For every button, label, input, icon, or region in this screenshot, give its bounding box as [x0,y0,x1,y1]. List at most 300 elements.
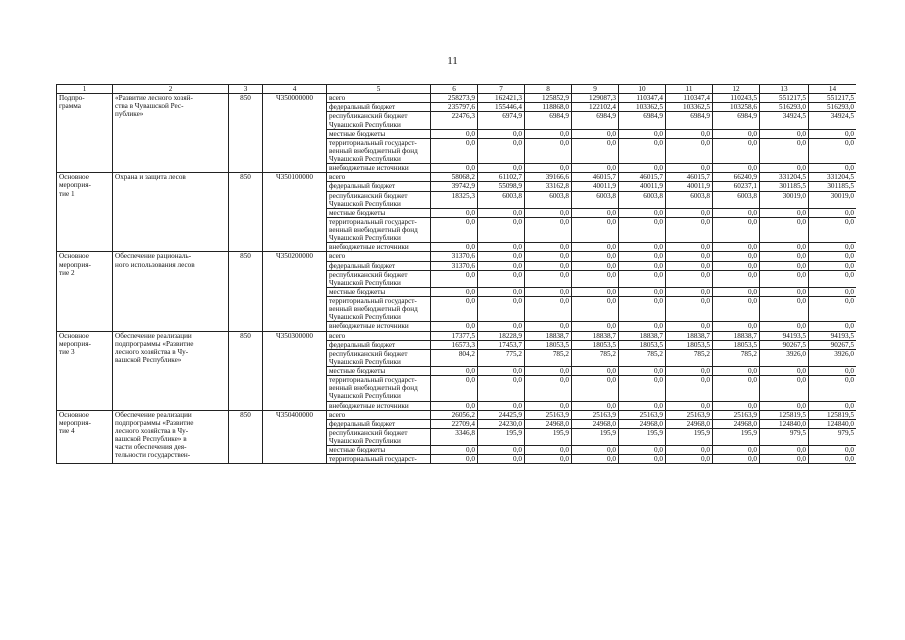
cell-value: 258273,9 [431,94,478,103]
cell-value: 0,0 [525,164,572,173]
cell-value: 0,0 [809,401,857,410]
cell-value: 785,2 [713,349,760,366]
cell-value: 6984,9 [525,112,572,129]
cell-value: 0,0 [478,401,525,410]
cell-budget-code: Ч350200000 [263,252,327,331]
cell-value: 979,5 [809,428,857,445]
cell-grbs-code: 850 [229,173,263,252]
cell-value: 785,2 [619,349,666,366]
table-row [57,410,857,419]
cell-value: 551217,5 [760,94,809,103]
cell-value: 0,0 [713,217,760,242]
cell-value: 0,0 [713,138,760,163]
cell-program-name: Обеспечение рациональ- ного использования лесов [113,252,229,331]
cell-value: 0,0 [713,164,760,173]
cell-grbs-code: 850 [229,331,263,410]
cell-value: 0,0 [760,297,809,322]
cell-funding-source: территориальный государст- венный внебюджетный фонд Чувашской Республики [327,297,431,322]
cell-value: 0,0 [525,129,572,138]
cell-value: 0,0 [760,217,809,242]
cell-value: 0,0 [666,243,713,252]
cell-status: Основное мероприя- тие 4 [57,410,113,464]
cell-status: Основное мероприя- тие 1 [57,173,113,252]
cell-value: 90267,5 [809,340,857,349]
cell-value: 0,0 [619,164,666,173]
cell-value: 0,0 [760,446,809,455]
cell-value: 155446,4 [478,103,525,112]
cell-value: 0,0 [809,367,857,376]
cell-value: 0,0 [525,243,572,252]
cell-value: 3926,0 [760,349,809,366]
cell-value: 0,0 [809,455,857,464]
cell-value: 18053,5 [572,340,619,349]
cell-value: 0,0 [809,322,857,331]
cell-value: 0,0 [478,208,525,217]
cell-value: 0,0 [525,252,572,261]
cell-value: 25163,9 [525,410,572,419]
cell-value: 25163,9 [619,410,666,419]
cell-value: 94193,5 [809,331,857,340]
cell-value: 0,0 [525,138,572,163]
cell-value: 24968,0 [525,419,572,428]
cell-value: 0,0 [572,217,619,242]
cell-value: 0,0 [572,261,619,270]
table-row [57,173,857,182]
cell-value: 18053,5 [619,340,666,349]
cell-value: 0,0 [525,270,572,287]
cell-value: 0,0 [619,243,666,252]
cell-value: 0,0 [760,208,809,217]
cell-value: 0,0 [809,129,857,138]
cell-budget-code: Ч350300000 [263,331,327,410]
cell-funding-source: республиканский бюджет Чувашской Республики [327,112,431,129]
cell-funding-source: федеральный бюджет [327,182,431,191]
column-number-header: 6 [431,85,478,94]
cell-value: 0,0 [666,217,713,242]
cell-funding-source: местные бюджеты [327,129,431,138]
cell-funding-source: всего [327,252,431,261]
cell-value: 6003,8 [713,191,760,208]
cell-value: 0,0 [666,252,713,261]
cell-value: 0,0 [431,208,478,217]
cell-value: 6003,8 [572,191,619,208]
cell-value: 6003,8 [619,191,666,208]
cell-funding-source: внебюджетные источники [327,401,431,410]
cell-value: 0,0 [619,129,666,138]
cell-value: 0,0 [525,208,572,217]
cell-value: 31370,6 [431,252,478,261]
cell-value: 0,0 [760,243,809,252]
cell-value: 25163,9 [572,410,619,419]
cell-funding-source: федеральный бюджет [327,419,431,428]
cell-value: 0,0 [525,217,572,242]
cell-value: 0,0 [478,446,525,455]
cell-value: 125819,5 [760,410,809,419]
table-row [57,94,857,103]
cell-value: 6003,8 [666,191,713,208]
cell-funding-source: федеральный бюджет [327,103,431,112]
cell-value: 25163,9 [713,410,760,419]
cell-value: 195,9 [619,428,666,445]
cell-value: 18838,7 [713,331,760,340]
cell-value: 0,0 [666,138,713,163]
cell-value: 0,0 [431,287,478,296]
cell-value: 0,0 [478,322,525,331]
cell-value: 6984,9 [713,112,760,129]
cell-value: 0,0 [619,376,666,401]
cell-value: 0,0 [666,287,713,296]
cell-value: 40011,9 [572,182,619,191]
cell-value: 30019,0 [760,191,809,208]
cell-value: 0,0 [619,252,666,261]
column-number-header: 7 [478,85,525,94]
cell-value: 110243,5 [713,94,760,103]
cell-value: 0,0 [713,376,760,401]
cell-value: 0,0 [619,217,666,242]
cell-value: 0,0 [525,401,572,410]
cell-value: 124840,0 [760,419,809,428]
cell-value: 979,5 [760,428,809,445]
table-row [57,252,857,261]
cell-value: 17453,7 [478,340,525,349]
cell-value: 195,9 [525,428,572,445]
cell-value: 785,2 [666,349,713,366]
cell-value: 0,0 [572,287,619,296]
cell-value: 33162,8 [525,182,572,191]
cell-funding-source: местные бюджеты [327,287,431,296]
cell-value: 331204,5 [809,173,857,182]
cell-value: 0,0 [431,217,478,242]
cell-value: 17377,5 [431,331,478,340]
cell-value: 0,0 [619,446,666,455]
cell-value: 46015,7 [666,173,713,182]
cell-value: 18325,3 [431,191,478,208]
cell-funding-source: республиканский бюджет Чувашской Республики [327,270,431,287]
cell-value: 0,0 [809,287,857,296]
cell-value: 0,0 [478,455,525,464]
cell-value: 0,0 [431,367,478,376]
cell-value: 0,0 [666,446,713,455]
cell-value: 516293,0 [760,103,809,112]
cell-program-name: Обеспечение реализации подпрограммы «Развитие лесного хозяйства в Чу- вашской Республике» [113,331,229,410]
cell-value: 0,0 [666,164,713,173]
cell-value: 60237,1 [713,182,760,191]
cell-value: 0,0 [619,322,666,331]
cell-value: 0,0 [431,243,478,252]
cell-value: 0,0 [431,297,478,322]
cell-funding-source: всего [327,410,431,419]
cell-value: 0,0 [809,376,857,401]
cell-value: 0,0 [760,376,809,401]
cell-value: 129087,3 [572,94,619,103]
cell-value: 0,0 [666,367,713,376]
cell-value: 516293,0 [809,103,857,112]
cell-value: 0,0 [713,208,760,217]
cell-budget-code: Ч350400000 [263,410,327,464]
cell-grbs-code: 850 [229,410,263,464]
cell-value: 0,0 [666,261,713,270]
cell-value: 0,0 [760,129,809,138]
cell-value: 0,0 [572,297,619,322]
cell-value: 16573,3 [431,340,478,349]
cell-value: 0,0 [525,287,572,296]
cell-value: 18838,7 [572,331,619,340]
cell-value: 0,0 [619,208,666,217]
column-number-header: 14 [809,85,857,94]
cell-funding-source: всего [327,94,431,103]
cell-value: 0,0 [809,217,857,242]
cell-value: 0,0 [809,270,857,287]
cell-value: 22476,3 [431,112,478,129]
cell-value: 55098,9 [478,182,525,191]
cell-funding-source: республиканский бюджет Чувашской Республики [327,428,431,445]
cell-program-name: Обеспечение реализации подпрограммы «Развитие лесного хозяйства в Чу- вашской Республике» в части обеспечения дея- тельности государствен- [113,410,229,464]
cell-value: 0,0 [666,129,713,138]
cell-value: 66240,9 [713,173,760,182]
cell-value: 0,0 [478,367,525,376]
cell-value: 0,0 [666,401,713,410]
table-row [57,331,857,340]
cell-value: 24968,0 [619,419,666,428]
cell-value: 40011,9 [666,182,713,191]
cell-value: 34924,5 [809,112,857,129]
cell-value: 0,0 [572,138,619,163]
cell-funding-source: всего [327,331,431,340]
cell-value: 0,0 [525,376,572,401]
cell-value: 24968,0 [572,419,619,428]
cell-value: 6984,9 [572,112,619,129]
cell-funding-source: внебюджетные источники [327,164,431,173]
cell-value: 0,0 [431,164,478,173]
cell-value: 34924,5 [760,112,809,129]
cell-value: 0,0 [572,208,619,217]
cell-value: 125819,5 [809,410,857,419]
cell-value: 0,0 [478,138,525,163]
cell-value: 3346,8 [431,428,478,445]
cell-value: 0,0 [572,322,619,331]
cell-value: 0,0 [478,287,525,296]
cell-value: 0,0 [525,322,572,331]
budget-table-container [56,84,856,576]
cell-value: 0,0 [809,164,857,173]
cell-value: 22709,4 [431,419,478,428]
cell-value: 0,0 [809,243,857,252]
cell-value: 118868,0 [525,103,572,112]
cell-value: 30019,0 [809,191,857,208]
cell-value: 110347,4 [619,94,666,103]
cell-status: Подпро- грамма [57,94,113,173]
cell-value: 26056,2 [431,410,478,419]
cell-value: 0,0 [525,367,572,376]
cell-value: 0,0 [619,297,666,322]
cell-value: 0,0 [809,252,857,261]
cell-value: 0,0 [713,287,760,296]
cell-value: 0,0 [713,129,760,138]
cell-value: 0,0 [525,261,572,270]
cell-value: 0,0 [809,261,857,270]
cell-value: 3926,0 [809,349,857,366]
cell-value: 6984,9 [666,112,713,129]
cell-value: 0,0 [572,270,619,287]
cell-value: 18228,9 [478,331,525,340]
cell-grbs-code: 850 [229,252,263,331]
budget-table [56,84,856,464]
cell-value: 0,0 [666,376,713,401]
cell-value: 0,0 [760,367,809,376]
cell-value: 0,0 [478,129,525,138]
column-number-header: 13 [760,85,809,94]
column-numbers-row [57,85,857,94]
cell-funding-source: территориальный государст- венный внебюджетный фонд Чувашской Республики [327,217,431,242]
cell-value: 18838,7 [525,331,572,340]
cell-funding-source: территориальный государст- венный внебюджетный фонд Чувашской Республики [327,376,431,401]
cell-value: 0,0 [619,270,666,287]
cell-value: 0,0 [572,455,619,464]
column-number-header: 9 [572,85,619,94]
cell-value: 0,0 [431,138,478,163]
cell-status: Основное мероприя- тие 2 [57,252,113,331]
cell-funding-source: территориальный государст- венный внебюджетный фонд Чувашской Республики [327,138,431,163]
cell-value: 122102,4 [572,103,619,112]
cell-value: 0,0 [478,261,525,270]
table-header [57,85,857,94]
column-number-header: 4 [263,85,327,94]
cell-value: 331204,5 [760,173,809,182]
cell-value: 0,0 [713,252,760,261]
cell-value: 0,0 [525,455,572,464]
cell-value: 0,0 [666,208,713,217]
cell-budget-code: Ч350100000 [263,173,327,252]
cell-value: 0,0 [760,287,809,296]
cell-value: 6984,9 [619,112,666,129]
cell-value: 162421,3 [478,94,525,103]
cell-value: 0,0 [760,401,809,410]
cell-value: 6974,9 [478,112,525,129]
table-body [57,94,857,464]
cell-value: 0,0 [809,208,857,217]
cell-value: 195,9 [478,428,525,445]
cell-value: 103258,6 [713,103,760,112]
cell-value: 39166,6 [525,173,572,182]
cell-value: 0,0 [760,138,809,163]
cell-value: 40011,9 [619,182,666,191]
cell-value: 0,0 [760,322,809,331]
cell-value: 0,0 [431,376,478,401]
cell-value: 235797,6 [431,103,478,112]
cell-value: 94193,5 [760,331,809,340]
cell-grbs-code: 850 [229,94,263,173]
cell-funding-source: федеральный бюджет [327,340,431,349]
cell-program-name: Охрана и защита лесов [113,173,229,252]
cell-funding-source: местные бюджеты [327,446,431,455]
cell-value: 0,0 [713,297,760,322]
cell-funding-source: территориальный государст- [327,455,431,464]
cell-value: 110347,4 [666,94,713,103]
cell-value: 0,0 [666,322,713,331]
cell-value: 195,9 [713,428,760,445]
cell-value: 0,0 [431,401,478,410]
cell-value: 39742,9 [431,182,478,191]
cell-value: 0,0 [478,243,525,252]
cell-funding-source: республиканский бюджет Чувашской Республики [327,349,431,366]
cell-value: 0,0 [619,261,666,270]
cell-value: 0,0 [760,252,809,261]
cell-value: 0,0 [572,252,619,261]
cell-value: 0,0 [619,455,666,464]
cell-value: 0,0 [809,297,857,322]
cell-value: 0,0 [760,270,809,287]
cell-value: 0,0 [619,401,666,410]
cell-value: 0,0 [619,287,666,296]
cell-value: 0,0 [713,243,760,252]
cell-value: 0,0 [478,297,525,322]
cell-value: 195,9 [666,428,713,445]
cell-value: 6003,8 [478,191,525,208]
column-number-header: 11 [666,85,713,94]
cell-value: 24425,9 [478,410,525,419]
cell-value: 0,0 [572,367,619,376]
cell-value: 775,2 [478,349,525,366]
cell-value: 0,0 [478,376,525,401]
cell-value: 24968,0 [666,419,713,428]
cell-value: 0,0 [713,261,760,270]
cell-value: 551217,5 [809,94,857,103]
cell-value: 103362,5 [619,103,666,112]
cell-funding-source: внебюджетные источники [327,243,431,252]
cell-value: 0,0 [760,164,809,173]
cell-value: 0,0 [713,322,760,331]
cell-value: 0,0 [666,270,713,287]
cell-value: 90267,5 [760,340,809,349]
cell-value: 0,0 [431,322,478,331]
cell-value: 0,0 [572,243,619,252]
cell-value: 195,9 [572,428,619,445]
cell-value: 31370,6 [431,261,478,270]
cell-funding-source: местные бюджеты [327,208,431,217]
cell-value: 18053,5 [666,340,713,349]
cell-value: 18053,5 [525,340,572,349]
cell-value: 301185,5 [809,182,857,191]
cell-program-name: «Развитие лесного хозяй- ства в Чувашской Рес- публике» [113,94,229,173]
column-number-header: 2 [113,85,229,94]
cell-value: 0,0 [713,270,760,287]
cell-value: 0,0 [431,129,478,138]
cell-budget-code: Ч350000000 [263,94,327,173]
cell-value: 0,0 [809,138,857,163]
cell-funding-source: республиканский бюджет Чувашской Республики [327,191,431,208]
column-number-header: 3 [229,85,263,94]
cell-value: 785,2 [572,349,619,366]
cell-value: 0,0 [431,270,478,287]
cell-status: Основное мероприя- тие 3 [57,331,113,410]
cell-value: 24968,0 [713,419,760,428]
cell-value: 24230,0 [478,419,525,428]
cell-value: 0,0 [572,376,619,401]
cell-value: 0,0 [478,217,525,242]
column-number-header: 1 [57,85,113,94]
cell-value: 0,0 [760,455,809,464]
cell-funding-source: федеральный бюджет [327,261,431,270]
column-number-header: 8 [525,85,572,94]
cell-value: 0,0 [619,138,666,163]
column-number-header: 12 [713,85,760,94]
column-number-header: 5 [327,85,431,94]
cell-value: 0,0 [431,455,478,464]
cell-value: 25163,9 [666,410,713,419]
cell-value: 58068,2 [431,173,478,182]
cell-value: 0,0 [666,297,713,322]
cell-value: 18838,7 [619,331,666,340]
